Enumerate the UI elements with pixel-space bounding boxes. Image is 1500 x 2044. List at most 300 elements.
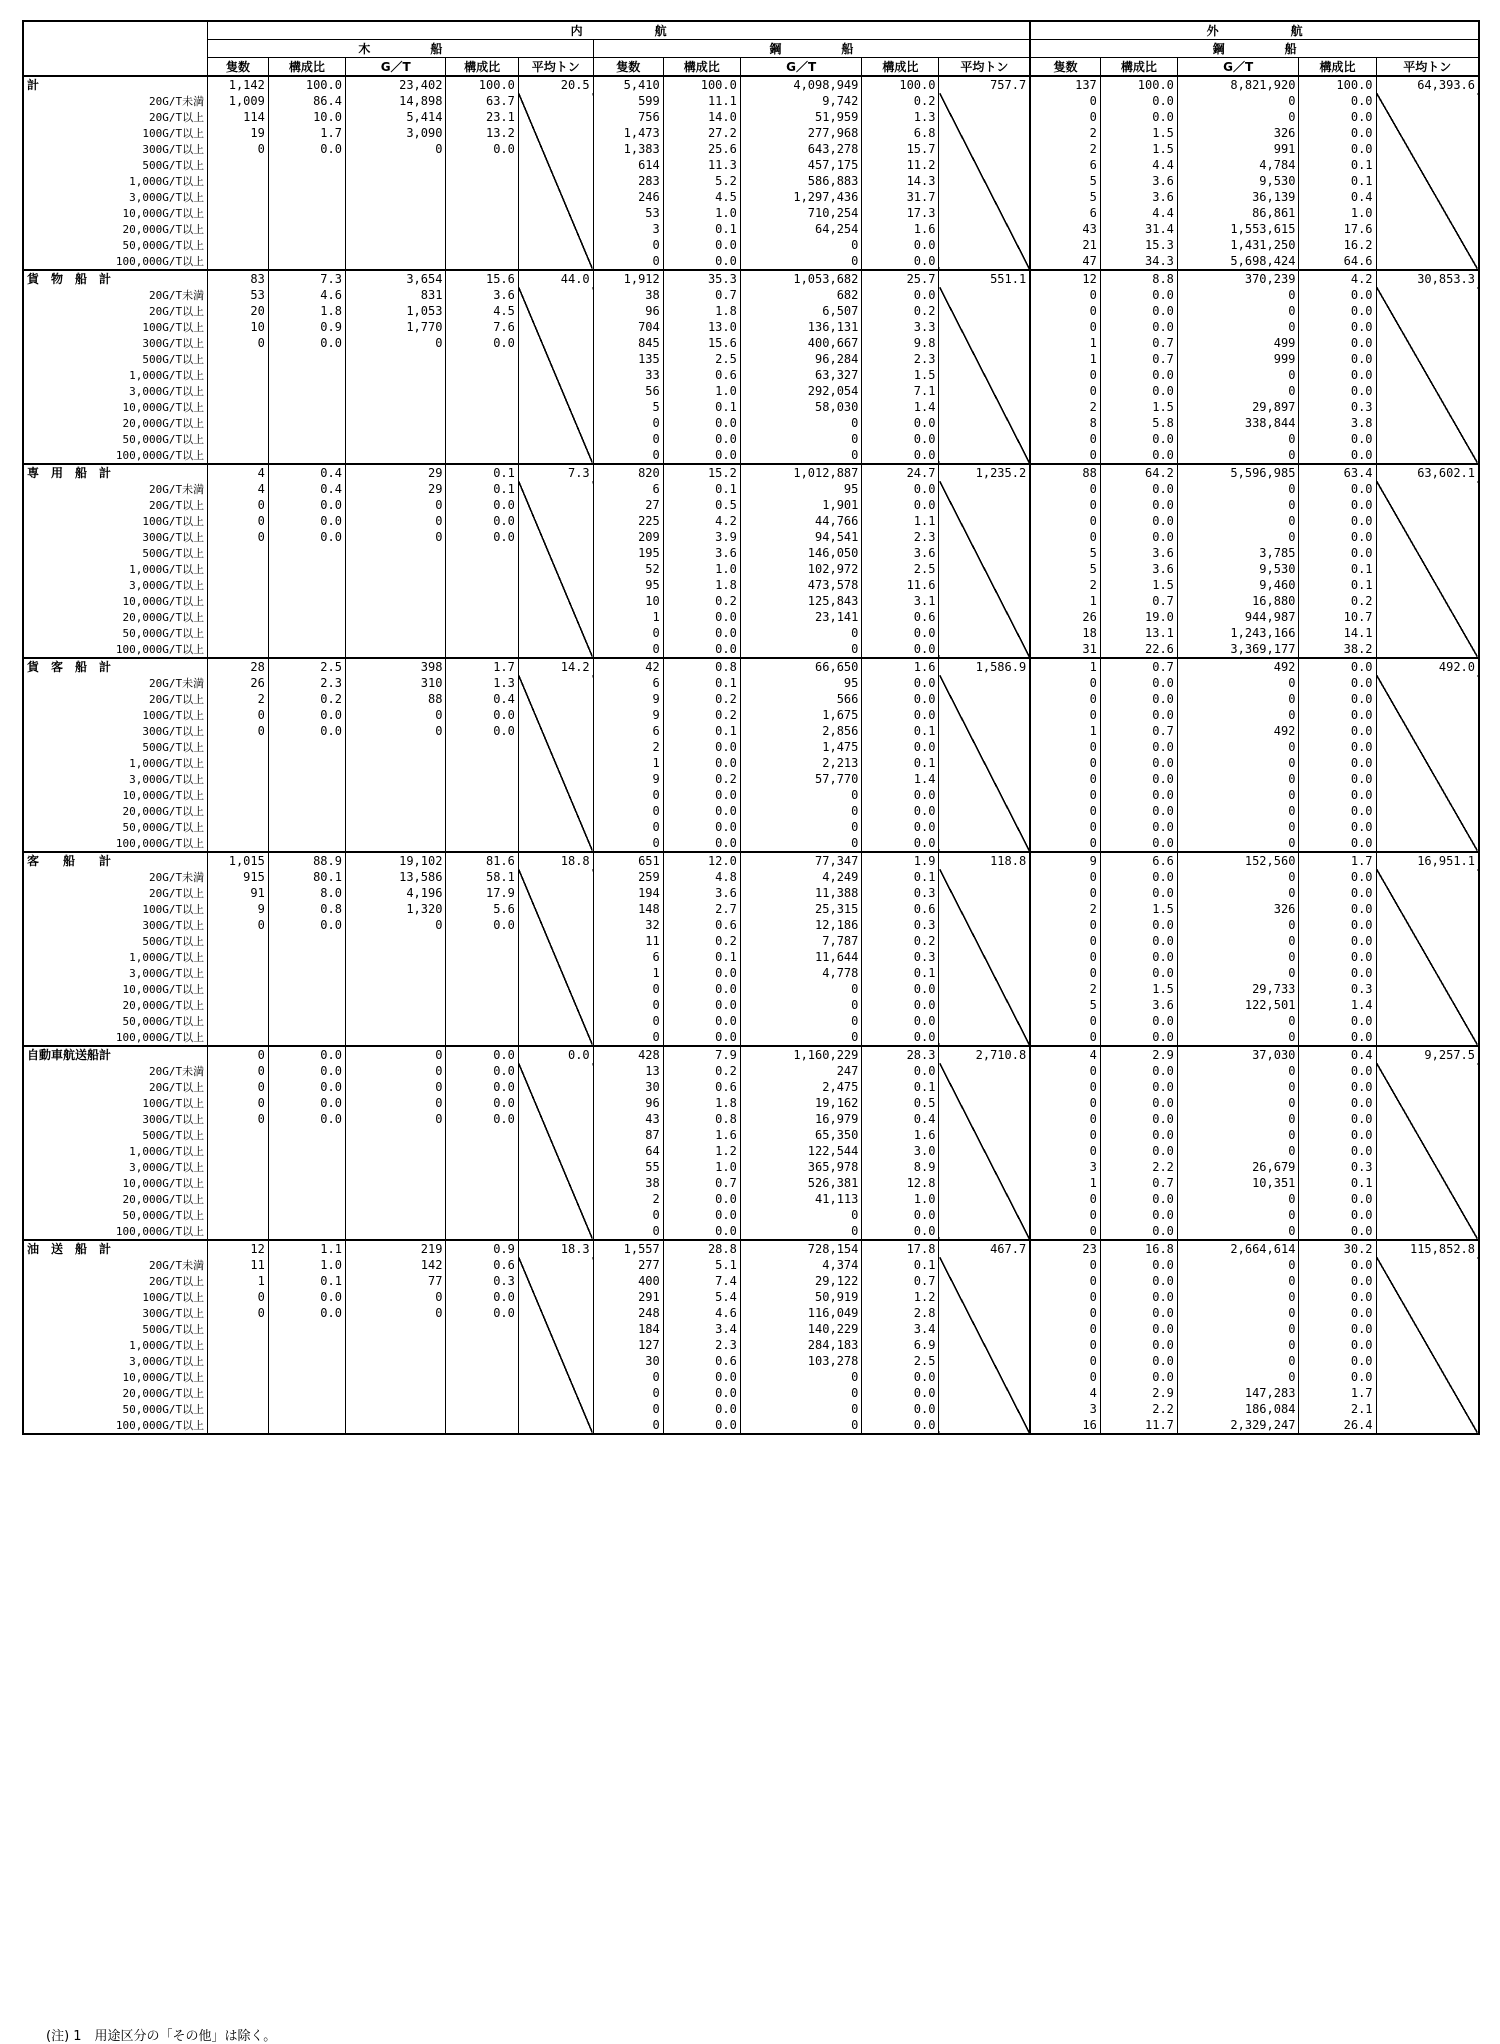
cell-w-2 bbox=[345, 367, 445, 383]
cell-s-1: 28.8 bbox=[663, 1240, 740, 1257]
cell-s-3: 0.0 bbox=[862, 497, 939, 513]
cell-w-1 bbox=[268, 981, 345, 997]
cell-s-0: 3 bbox=[593, 221, 663, 237]
cell-f-1: 0.0 bbox=[1100, 1337, 1177, 1353]
cell-f-1: 16.8 bbox=[1100, 1240, 1177, 1257]
cell-w-3: 100.0 bbox=[446, 76, 518, 93]
cell-w-0: 0 bbox=[208, 1111, 269, 1127]
cell-s-3: 0.6 bbox=[862, 901, 939, 917]
cell-s-1: 0.0 bbox=[663, 1191, 740, 1207]
cell-f-2: 0 bbox=[1177, 513, 1299, 529]
cell-w-0 bbox=[208, 641, 269, 658]
size-class-row bbox=[23, 545, 1479, 561]
cell-w-2: 5,414 bbox=[345, 109, 445, 125]
cell-f-1: 0.0 bbox=[1100, 1127, 1177, 1143]
cell-w-3: 4.5 bbox=[446, 303, 518, 319]
cell-s-0: 704 bbox=[593, 319, 663, 335]
cell-w-2: 219 bbox=[345, 1240, 445, 1257]
avg-ton-slash-cell bbox=[1376, 287, 1479, 464]
size-class-label: 20G/T未満 bbox=[23, 287, 208, 303]
cell-w-2: 142 bbox=[345, 1257, 445, 1273]
cell-w-3: 0.0 bbox=[446, 1289, 518, 1305]
cell-f-2: 999 bbox=[1177, 351, 1299, 367]
cell-s-2: 95 bbox=[740, 675, 862, 691]
cell-f-1: 11.7 bbox=[1100, 1417, 1177, 1434]
cell-f-1: 0.0 bbox=[1100, 771, 1177, 787]
cell-w-0: 0 bbox=[208, 1046, 269, 1063]
cell-s-0: 10 bbox=[593, 593, 663, 609]
cell-w-3: 0.3 bbox=[446, 1273, 518, 1289]
cell-s-0: 87 bbox=[593, 1127, 663, 1143]
cell-w-0 bbox=[208, 1127, 269, 1143]
cell-s-3: 15.7 bbox=[862, 141, 939, 157]
size-class-label: 20G/T以上 bbox=[23, 109, 208, 125]
cell-f-0: 0 bbox=[1030, 1273, 1100, 1289]
cell-s-3: 0.0 bbox=[862, 675, 939, 691]
cell-f-0: 2 bbox=[1030, 399, 1100, 415]
cell-f-1: 1.5 bbox=[1100, 141, 1177, 157]
cell-s-1: 0.6 bbox=[663, 917, 740, 933]
cell-f-3: 0.0 bbox=[1299, 447, 1376, 464]
cell-s-1: 0.2 bbox=[663, 1063, 740, 1079]
size-class-row bbox=[23, 965, 1479, 981]
cell-w-0 bbox=[208, 1337, 269, 1353]
cell-f-0: 1 bbox=[1030, 1175, 1100, 1191]
cell-w-3 bbox=[446, 431, 518, 447]
cell-w-3: 0.0 bbox=[446, 707, 518, 723]
cell-s-1: 0.0 bbox=[663, 835, 740, 852]
size-class-row bbox=[23, 415, 1479, 431]
cell-w-3: 0.0 bbox=[446, 1305, 518, 1321]
cell-s-2: 1,475 bbox=[740, 739, 862, 755]
cell-s-0: 0 bbox=[593, 997, 663, 1013]
cell-s-0: 32 bbox=[593, 917, 663, 933]
cell-w-0 bbox=[208, 835, 269, 852]
cell-f-0: 2 bbox=[1030, 125, 1100, 141]
cell-s-3: 1.6 bbox=[862, 1127, 939, 1143]
cell-f-1: 0.0 bbox=[1100, 819, 1177, 835]
group-title: 油 送 船 計 bbox=[23, 1240, 208, 1257]
size-class-label: 1,000G/T以上 bbox=[23, 1143, 208, 1159]
size-class-row bbox=[23, 1095, 1479, 1111]
cell-s-3: 7.1 bbox=[862, 383, 939, 399]
size-class-label: 20G/T以上 bbox=[23, 1273, 208, 1289]
cell-s-3: 0.0 bbox=[862, 981, 939, 997]
cell-w-1: 0.0 bbox=[268, 335, 345, 351]
cell-f-0: 8 bbox=[1030, 415, 1100, 431]
cell-w-3 bbox=[446, 561, 518, 577]
cell-s-3: 11.2 bbox=[862, 157, 939, 173]
cell-w-1 bbox=[268, 1127, 345, 1143]
cell-f-0: 0 bbox=[1030, 431, 1100, 447]
cell-s-1: 5.4 bbox=[663, 1289, 740, 1305]
cell-f-2: 0 bbox=[1177, 1353, 1299, 1369]
cell-w-3 bbox=[446, 1013, 518, 1029]
cell-s-2: 1,675 bbox=[740, 707, 862, 723]
cell-w-4: 18.8 bbox=[518, 852, 593, 869]
cell-f-2: 0 bbox=[1177, 481, 1299, 497]
cell-f-3: 0.0 bbox=[1299, 367, 1376, 383]
cell-f-0: 2 bbox=[1030, 981, 1100, 997]
cell-w-2: 1,770 bbox=[345, 319, 445, 335]
cell-s-2: 400,667 bbox=[740, 335, 862, 351]
table-body bbox=[23, 76, 1479, 1434]
wood-ratio-header: 構成比 bbox=[268, 58, 345, 77]
cell-f-0: 1 bbox=[1030, 723, 1100, 739]
cell-w-0 bbox=[208, 819, 269, 835]
cell-w-0 bbox=[208, 1369, 269, 1385]
cell-f-1: 6.6 bbox=[1100, 852, 1177, 869]
cell-w-0 bbox=[208, 157, 269, 173]
cell-f-2: 0 bbox=[1177, 529, 1299, 545]
cell-s-3: 0.5 bbox=[862, 1095, 939, 1111]
cell-s-2: 0 bbox=[740, 1223, 862, 1240]
cell-s-0: 11 bbox=[593, 933, 663, 949]
cell-s-3: 0.0 bbox=[862, 1207, 939, 1223]
cell-s-3: 3.4 bbox=[862, 1321, 939, 1337]
size-class-row bbox=[23, 691, 1479, 707]
cell-s-1: 1.0 bbox=[663, 383, 740, 399]
cell-w-3: 5.6 bbox=[446, 901, 518, 917]
cell-w-1 bbox=[268, 1223, 345, 1240]
cell-s-0: 96 bbox=[593, 303, 663, 319]
cell-w-1: 2.5 bbox=[268, 658, 345, 675]
cell-s-2: 29,122 bbox=[740, 1273, 862, 1289]
group-title: 自動車航送船計 bbox=[23, 1046, 208, 1063]
size-class-row bbox=[23, 383, 1479, 399]
cell-w-1: 0.0 bbox=[268, 1046, 345, 1063]
cell-w-3 bbox=[446, 1127, 518, 1143]
cell-f-3: 0.1 bbox=[1299, 1175, 1376, 1191]
cell-s-0: 195 bbox=[593, 545, 663, 561]
size-class-label: 100,000G/T以上 bbox=[23, 641, 208, 658]
size-class-row bbox=[23, 869, 1479, 885]
cell-s-0: 148 bbox=[593, 901, 663, 917]
size-class-label: 20,000G/T以上 bbox=[23, 1191, 208, 1207]
cell-f-2: 326 bbox=[1177, 901, 1299, 917]
cell-w-2 bbox=[345, 577, 445, 593]
size-class-label: 500G/T以上 bbox=[23, 1127, 208, 1143]
cell-f-1: 3.6 bbox=[1100, 997, 1177, 1013]
size-class-row bbox=[23, 481, 1479, 497]
cell-f-2: 3,785 bbox=[1177, 545, 1299, 561]
cell-f-2: 152,560 bbox=[1177, 852, 1299, 869]
cell-f-1: 13.1 bbox=[1100, 625, 1177, 641]
group-total-row bbox=[23, 1240, 1479, 1257]
cell-f-1: 0.0 bbox=[1100, 481, 1177, 497]
cell-w-0 bbox=[208, 1143, 269, 1159]
cell-w-0: 1,015 bbox=[208, 852, 269, 869]
cell-s-1: 3.6 bbox=[663, 885, 740, 901]
cell-w-3 bbox=[446, 1159, 518, 1175]
cell-w-3 bbox=[446, 221, 518, 237]
cell-s-2: 50,919 bbox=[740, 1289, 862, 1305]
size-class-row bbox=[23, 1079, 1479, 1095]
cell-s-1: 1.0 bbox=[663, 1159, 740, 1175]
size-class-label: 20,000G/T以上 bbox=[23, 997, 208, 1013]
size-class-row bbox=[23, 253, 1479, 270]
cell-w-3 bbox=[446, 981, 518, 997]
cell-s-0: 0 bbox=[593, 981, 663, 997]
cell-s-0: 0 bbox=[593, 1223, 663, 1240]
cell-w-1: 4.6 bbox=[268, 287, 345, 303]
cell-w-0 bbox=[208, 221, 269, 237]
cell-w-2 bbox=[345, 545, 445, 561]
cell-s-0: 1 bbox=[593, 965, 663, 981]
cell-w-3: 0.0 bbox=[446, 513, 518, 529]
cell-f-0: 18 bbox=[1030, 625, 1100, 641]
size-class-label: 100G/T以上 bbox=[23, 901, 208, 917]
size-class-row bbox=[23, 1385, 1479, 1401]
cell-f-3: 0.2 bbox=[1299, 593, 1376, 609]
size-class-label: 20G/T以上 bbox=[23, 303, 208, 319]
cell-w-0 bbox=[208, 965, 269, 981]
cell-s-3: 14.3 bbox=[862, 173, 939, 189]
cell-w-1 bbox=[268, 173, 345, 189]
cell-w-4: 7.3 bbox=[518, 464, 593, 481]
cell-w-0: 0 bbox=[208, 141, 269, 157]
cell-s-1: 0.0 bbox=[663, 625, 740, 641]
cell-w-2 bbox=[345, 253, 445, 270]
cell-s-2: 1,297,436 bbox=[740, 189, 862, 205]
cell-w-0 bbox=[208, 1029, 269, 1046]
cell-w-2 bbox=[345, 189, 445, 205]
cell-w-0 bbox=[208, 593, 269, 609]
cell-f-2: 370,239 bbox=[1177, 270, 1299, 287]
size-class-label: 500G/T以上 bbox=[23, 157, 208, 173]
cell-w-3: 0.9 bbox=[446, 1240, 518, 1257]
cell-w-1: 0.0 bbox=[268, 497, 345, 513]
cell-f-1: 0.0 bbox=[1100, 917, 1177, 933]
cell-s-0: 0 bbox=[593, 237, 663, 253]
size-class-row bbox=[23, 367, 1479, 383]
cell-f-0: 0 bbox=[1030, 383, 1100, 399]
cell-w-1 bbox=[268, 561, 345, 577]
cell-f-0: 0 bbox=[1030, 497, 1100, 513]
cell-f-1: 34.3 bbox=[1100, 253, 1177, 270]
cell-s-0: 2 bbox=[593, 1191, 663, 1207]
size-class-label: 100,000G/T以上 bbox=[23, 835, 208, 852]
cell-s-1: 100.0 bbox=[663, 76, 740, 93]
cell-w-2 bbox=[345, 1401, 445, 1417]
cell-s-0: 95 bbox=[593, 577, 663, 593]
size-class-row bbox=[23, 1111, 1479, 1127]
cell-w-1 bbox=[268, 755, 345, 771]
cell-w-1: 0.2 bbox=[268, 691, 345, 707]
cell-w-0 bbox=[208, 1385, 269, 1401]
cell-s-3: 0.0 bbox=[862, 1029, 939, 1046]
cell-f-1: 0.0 bbox=[1100, 933, 1177, 949]
size-class-label: 10,000G/T以上 bbox=[23, 1369, 208, 1385]
size-class-label: 20G/T未満 bbox=[23, 1257, 208, 1273]
cell-w-0: 915 bbox=[208, 869, 269, 885]
cell-w-0: 0 bbox=[208, 1095, 269, 1111]
cell-s-1: 2.5 bbox=[663, 351, 740, 367]
cell-w-2 bbox=[345, 447, 445, 464]
cell-f-1: 8.8 bbox=[1100, 270, 1177, 287]
cell-w-3: 0.0 bbox=[446, 141, 518, 157]
cell-w-2 bbox=[345, 625, 445, 641]
cell-f-1: 0.0 bbox=[1100, 1111, 1177, 1127]
cell-s-0: 0 bbox=[593, 1029, 663, 1046]
cell-s-1: 0.1 bbox=[663, 949, 740, 965]
cell-f-0: 0 bbox=[1030, 949, 1100, 965]
cell-s-1: 0.0 bbox=[663, 1207, 740, 1223]
cell-w-2 bbox=[345, 1337, 445, 1353]
cell-s-2: 2,213 bbox=[740, 755, 862, 771]
cell-s-3: 0.0 bbox=[862, 287, 939, 303]
cell-s-0: 0 bbox=[593, 253, 663, 270]
cell-f-1: 0.0 bbox=[1100, 1063, 1177, 1079]
cell-f-2: 186,084 bbox=[1177, 1401, 1299, 1417]
cell-f-1: 0.0 bbox=[1100, 739, 1177, 755]
size-class-label: 20,000G/T以上 bbox=[23, 415, 208, 431]
cell-f-3: 0.0 bbox=[1299, 869, 1376, 885]
cell-f-4: 492.0 bbox=[1376, 658, 1479, 675]
size-class-label: 20,000G/T以上 bbox=[23, 609, 208, 625]
cell-w-0 bbox=[208, 1321, 269, 1337]
cell-w-0 bbox=[208, 577, 269, 593]
group-total-row bbox=[23, 1046, 1479, 1063]
cell-w-0: 1 bbox=[208, 1273, 269, 1289]
size-class-row bbox=[23, 431, 1479, 447]
cell-s-3: 1.4 bbox=[862, 399, 939, 415]
cell-f-1: 0.0 bbox=[1100, 1353, 1177, 1369]
cell-s-1: 0.6 bbox=[663, 367, 740, 383]
cell-w-3 bbox=[446, 545, 518, 561]
cell-w-0 bbox=[208, 1175, 269, 1191]
cell-w-0: 4 bbox=[208, 481, 269, 497]
cell-w-0 bbox=[208, 253, 269, 270]
cell-w-0 bbox=[208, 609, 269, 625]
cell-w-2: 0 bbox=[345, 141, 445, 157]
cell-f-1: 0.0 bbox=[1100, 949, 1177, 965]
cell-f-1: 0.0 bbox=[1100, 109, 1177, 125]
cell-w-1 bbox=[268, 1417, 345, 1434]
cell-s-3: 3.3 bbox=[862, 319, 939, 335]
cell-s-3: 31.7 bbox=[862, 189, 939, 205]
cell-f-2: 326 bbox=[1177, 125, 1299, 141]
size-class-row bbox=[23, 1207, 1479, 1223]
cell-w-2 bbox=[345, 237, 445, 253]
cell-w-0 bbox=[208, 755, 269, 771]
cell-w-4: 18.3 bbox=[518, 1240, 593, 1257]
cell-w-1 bbox=[268, 771, 345, 787]
avg-ton-slash-cell bbox=[1376, 1257, 1479, 1434]
steel-count-header: 隻数 bbox=[593, 58, 663, 77]
cell-w-1 bbox=[268, 1029, 345, 1046]
cell-s-3: 28.3 bbox=[862, 1046, 939, 1063]
cell-w-1 bbox=[268, 1385, 345, 1401]
cell-w-1 bbox=[268, 819, 345, 835]
foreign-ratio-header: 構成比 bbox=[1100, 58, 1177, 77]
cell-w-2 bbox=[345, 803, 445, 819]
cell-s-2: 284,183 bbox=[740, 1337, 862, 1353]
cell-f-3: 38.2 bbox=[1299, 641, 1376, 658]
cell-s-2: 0 bbox=[740, 447, 862, 464]
avg-ton-slash-cell bbox=[518, 869, 593, 1046]
cell-w-0: 0 bbox=[208, 1063, 269, 1079]
cell-f-2: 0 bbox=[1177, 1369, 1299, 1385]
cell-f-0: 1 bbox=[1030, 335, 1100, 351]
cell-f-0: 12 bbox=[1030, 270, 1100, 287]
cell-w-3: 15.6 bbox=[446, 270, 518, 287]
cell-w-3 bbox=[446, 771, 518, 787]
size-class-label: 100,000G/T以上 bbox=[23, 1223, 208, 1240]
cell-f-2: 4,784 bbox=[1177, 157, 1299, 173]
size-class-label: 100G/T以上 bbox=[23, 1095, 208, 1111]
group-title: 計 bbox=[23, 76, 208, 93]
cell-s-2: 1,053,682 bbox=[740, 270, 862, 287]
cell-w-0: 0 bbox=[208, 1305, 269, 1321]
table-header bbox=[23, 21, 1479, 76]
cell-s-0: 0 bbox=[593, 1401, 663, 1417]
cell-w-1: 0.0 bbox=[268, 1289, 345, 1305]
size-class-row bbox=[23, 917, 1479, 933]
cell-f-1: 0.0 bbox=[1100, 1273, 1177, 1289]
cell-f-3: 0.0 bbox=[1299, 431, 1376, 447]
cell-f-0: 0 bbox=[1030, 755, 1100, 771]
cell-f-0: 0 bbox=[1030, 303, 1100, 319]
cell-f-1: 0.0 bbox=[1100, 787, 1177, 803]
cell-s-4: 551.1 bbox=[939, 270, 1030, 287]
cell-f-0: 0 bbox=[1030, 965, 1100, 981]
cell-w-1: 1.1 bbox=[268, 1240, 345, 1257]
cell-w-0: 0 bbox=[208, 529, 269, 545]
foreign-gt-ratio-header: 構成比 bbox=[1299, 58, 1376, 77]
size-class-label: 3,000G/T以上 bbox=[23, 383, 208, 399]
cell-f-3: 4.2 bbox=[1299, 270, 1376, 287]
cell-s-2: 0 bbox=[740, 415, 862, 431]
cell-s-3: 0.2 bbox=[862, 93, 939, 109]
size-class-row bbox=[23, 1257, 1479, 1273]
cell-f-1: 15.3 bbox=[1100, 237, 1177, 253]
cell-w-3 bbox=[446, 1385, 518, 1401]
cell-w-3 bbox=[446, 399, 518, 415]
size-class-label: 500G/T以上 bbox=[23, 1321, 208, 1337]
cell-w-0: 0 bbox=[208, 707, 269, 723]
cell-f-2: 0 bbox=[1177, 787, 1299, 803]
cell-f-1: 0.7 bbox=[1100, 351, 1177, 367]
cell-w-2: 0 bbox=[345, 1063, 445, 1079]
cell-s-1: 5.2 bbox=[663, 173, 740, 189]
cell-f-2: 0 bbox=[1177, 755, 1299, 771]
cell-f-3: 0.0 bbox=[1299, 125, 1376, 141]
cell-s-1: 2.3 bbox=[663, 1337, 740, 1353]
cell-s-1: 0.0 bbox=[663, 787, 740, 803]
cell-s-1: 0.0 bbox=[663, 1029, 740, 1046]
cell-s-0: 1,473 bbox=[593, 125, 663, 141]
cell-f-3: 0.0 bbox=[1299, 513, 1376, 529]
cell-w-2 bbox=[345, 1191, 445, 1207]
cell-w-3 bbox=[446, 835, 518, 852]
size-class-label: 1,000G/T以上 bbox=[23, 1337, 208, 1353]
cell-f-3: 0.0 bbox=[1299, 675, 1376, 691]
size-class-label: 300G/T以上 bbox=[23, 917, 208, 933]
cell-s-3: 0.0 bbox=[862, 447, 939, 464]
cell-w-1 bbox=[268, 189, 345, 205]
cell-f-3: 0.0 bbox=[1299, 819, 1376, 835]
cell-s-1: 0.0 bbox=[663, 1369, 740, 1385]
cell-f-2: 5,596,985 bbox=[1177, 464, 1299, 481]
cell-f-2: 9,530 bbox=[1177, 173, 1299, 189]
cell-f-2: 0 bbox=[1177, 819, 1299, 835]
size-class-row bbox=[23, 771, 1479, 787]
cell-s-0: 43 bbox=[593, 1111, 663, 1127]
cell-w-1 bbox=[268, 803, 345, 819]
cell-w-3: 3.6 bbox=[446, 287, 518, 303]
cell-w-1: 0.0 bbox=[268, 529, 345, 545]
